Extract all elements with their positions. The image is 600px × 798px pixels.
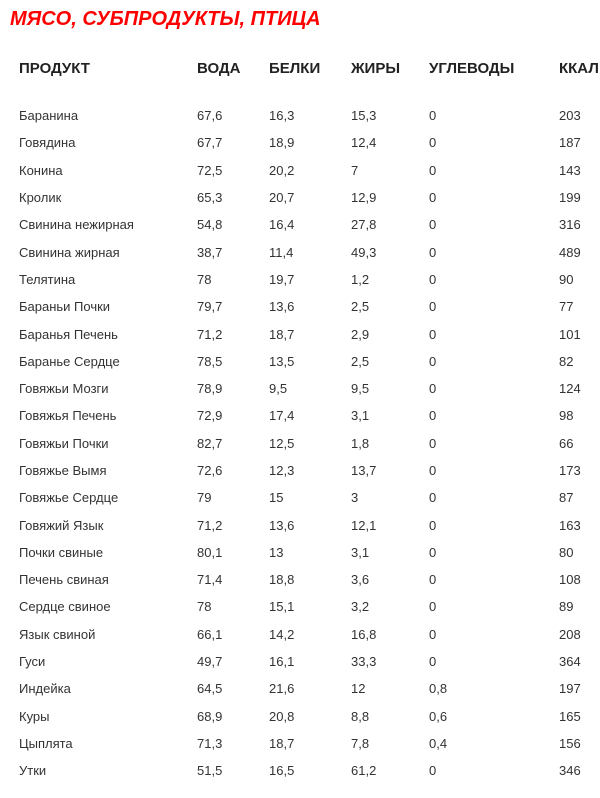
cell-carbs: 0,8 [429, 681, 448, 697]
table-row [0, 621, 600, 648]
cell-water: 80,1 [197, 544, 223, 560]
cell-protein: 16,5 [269, 763, 295, 779]
cell-carbs: 0 [429, 490, 437, 506]
cell-kcal: 203 [559, 108, 581, 124]
table-row [0, 348, 600, 375]
cell-carbs: 0,4 [429, 735, 448, 751]
cell-fat: 3,2 [351, 599, 370, 615]
cell-product: Конина [19, 162, 63, 178]
cell-carbs: 0 [429, 271, 437, 287]
cell-water: 72,9 [197, 408, 223, 424]
cell-fat: 61,2 [351, 763, 377, 779]
column-header-protein: БЕЛКИ [269, 59, 321, 77]
table-row [0, 129, 600, 156]
cell-water: 71,4 [197, 572, 223, 588]
cell-fat: 2,5 [351, 299, 370, 315]
cell-fat: 3 [351, 490, 359, 506]
column-header-product: ПРОДУКТ [19, 59, 90, 77]
cell-carbs: 0 [429, 190, 437, 206]
cell-water: 71,3 [197, 735, 223, 751]
table-row [0, 184, 600, 211]
cell-carbs: 0 [429, 326, 437, 342]
cell-fat: 3,6 [351, 572, 370, 588]
table-row [0, 157, 600, 184]
table-row [0, 430, 600, 457]
cell-water: 71,2 [197, 326, 223, 342]
cell-protein: 16,3 [269, 108, 295, 124]
cell-fat: 3,1 [351, 408, 370, 424]
cell-product: Говядина [19, 135, 76, 151]
cell-kcal: 98 [559, 408, 574, 424]
cell-fat: 7 [351, 162, 359, 178]
cell-water: 72,5 [197, 162, 223, 178]
cell-carbs: 0 [429, 626, 437, 642]
cell-protein: 20,2 [269, 162, 295, 178]
cell-carbs: 0 [429, 135, 437, 151]
cell-protein: 14,2 [269, 626, 295, 642]
cell-protein: 13,6 [269, 299, 295, 315]
cell-protein: 18,9 [269, 135, 295, 151]
column-header-water: ВОДА [197, 59, 241, 77]
table-row [0, 457, 600, 484]
cell-product: Говяжий Язык [19, 517, 104, 533]
cell-protein: 11,4 [269, 244, 294, 260]
cell-water: 79 [197, 490, 212, 506]
cell-water: 38,7 [197, 244, 223, 260]
cell-carbs: 0 [429, 763, 437, 779]
cell-fat: 12,1 [351, 517, 377, 533]
cell-protein: 12,5 [269, 435, 295, 451]
cell-product: Цыплята [19, 735, 73, 751]
cell-kcal: 87 [559, 490, 574, 506]
cell-product: Говяжье Сердце [19, 490, 119, 506]
cell-carbs: 0 [429, 517, 437, 533]
cell-water: 54,8 [197, 217, 223, 233]
cell-kcal: 66 [559, 435, 574, 451]
table-row [0, 320, 600, 347]
cell-fat: 3,1 [351, 544, 370, 560]
column-header-carbs: УГЛЕВОДЫ [429, 59, 515, 77]
cell-protein: 19,7 [269, 271, 295, 287]
cell-water: 71,2 [197, 517, 223, 533]
cell-carbs: 0 [429, 381, 437, 397]
cell-carbs: 0 [429, 108, 437, 124]
cell-protein: 15,1 [269, 599, 295, 615]
table-row [0, 539, 600, 566]
cell-product: Почки свиные [19, 544, 104, 560]
cell-kcal: 208 [559, 626, 581, 642]
cell-fat: 2,9 [351, 326, 370, 342]
cell-product: Баранина [19, 108, 79, 124]
cell-kcal: 82 [559, 353, 574, 369]
cell-fat: 1,8 [351, 435, 370, 451]
table-row [0, 238, 600, 265]
cell-carbs: 0 [429, 408, 437, 424]
cell-kcal: 489 [559, 244, 581, 260]
cell-protein: 21,6 [269, 681, 295, 697]
cell-water: 66,1 [197, 626, 223, 642]
cell-water: 79,7 [197, 299, 223, 315]
cell-water: 64,5 [197, 681, 223, 697]
cell-protein: 16,1 [269, 654, 295, 670]
cell-protein: 20,7 [269, 190, 295, 206]
cell-kcal: 197 [559, 681, 581, 697]
cell-fat: 12,4 [351, 135, 377, 151]
cell-water: 51,5 [197, 763, 223, 779]
table-row [0, 511, 600, 538]
table-row [0, 648, 600, 675]
cell-kcal: 77 [559, 299, 574, 315]
table-row [0, 593, 600, 620]
column-header-kcal: ККАЛ [559, 59, 599, 77]
cell-product: Кролик [19, 190, 62, 206]
table-row [0, 484, 600, 511]
cell-protein: 13 [269, 544, 284, 560]
cell-water: 78,5 [197, 353, 223, 369]
cell-product: Свинина жирная [19, 244, 120, 260]
cell-product: Утки [19, 763, 47, 779]
cell-carbs: 0 [429, 544, 437, 560]
cell-carbs: 0 [429, 299, 437, 315]
cell-kcal: 165 [559, 708, 581, 724]
table-row [0, 757, 600, 784]
cell-carbs: 0 [429, 654, 437, 670]
cell-product: Баранья Печень [19, 326, 118, 342]
cell-kcal: 101 [559, 326, 581, 342]
cell-kcal: 90 [559, 271, 574, 287]
table-row [0, 566, 600, 593]
cell-product: Индейка [19, 681, 71, 697]
cell-protein: 18,7 [269, 735, 295, 751]
cell-water: 67,7 [197, 135, 223, 151]
nutrition-table [0, 52, 600, 784]
table-row [0, 402, 600, 429]
cell-carbs: 0 [429, 162, 437, 178]
cell-product: Баранье Сердце [19, 353, 120, 369]
cell-kcal: 199 [559, 190, 581, 206]
cell-water: 65,3 [197, 190, 223, 206]
cell-kcal: 346 [559, 763, 581, 779]
table-row [0, 675, 600, 702]
cell-carbs: 0 [429, 599, 437, 615]
cell-product: Гуси [19, 654, 46, 670]
cell-water: 78,9 [197, 381, 223, 397]
table-header-row [0, 52, 600, 84]
cell-protein: 15 [269, 490, 284, 506]
header-spacer [0, 84, 600, 102]
cell-fat: 49,3 [351, 244, 377, 260]
cell-kcal: 80 [559, 544, 574, 560]
cell-carbs: 0,6 [429, 708, 448, 724]
cell-fat: 12 [351, 681, 366, 697]
cell-fat: 16,8 [351, 626, 377, 642]
cell-product: Язык свиной [19, 626, 96, 642]
cell-product: Телятина [19, 271, 76, 287]
table-row [0, 211, 600, 238]
cell-product: Говяжья Печень [19, 408, 117, 424]
cell-carbs: 0 [429, 217, 437, 233]
cell-water: 78 [197, 271, 212, 287]
cell-water: 68,9 [197, 708, 223, 724]
cell-kcal: 187 [559, 135, 581, 151]
cell-carbs: 0 [429, 244, 437, 260]
cell-protein: 13,6 [269, 517, 295, 533]
cell-kcal: 316 [559, 217, 581, 233]
cell-protein: 16,4 [269, 217, 295, 233]
cell-product: Бараньи Почки [19, 299, 111, 315]
page-title: МЯСО, СУБПРОДУКТЫ, ПТИЦА [10, 8, 321, 30]
table-row [0, 730, 600, 757]
cell-protein: 17,4 [269, 408, 295, 424]
cell-product: Говяжьи Мозги [19, 381, 109, 397]
cell-kcal: 163 [559, 517, 581, 533]
cell-protein: 9,5 [269, 381, 288, 397]
cell-product: Говяжьи Почки [19, 435, 109, 451]
cell-kcal: 156 [559, 735, 581, 751]
cell-fat: 13,7 [351, 463, 377, 478]
table-body [0, 84, 600, 784]
cell-kcal: 124 [559, 381, 581, 397]
cell-product: Куры [19, 708, 50, 724]
cell-water: 82,7 [197, 435, 223, 451]
cell-carbs: 0 [429, 463, 437, 478]
cell-product: Сердце свиное [19, 599, 111, 615]
table-row [0, 703, 600, 730]
cell-fat: 8,8 [351, 708, 370, 724]
cell-water: 78 [197, 599, 212, 615]
cell-product: Печень свиная [19, 572, 109, 588]
cell-water: 72,6 [197, 463, 223, 478]
cell-carbs: 0 [429, 572, 437, 588]
column-header-fat: ЖИРЫ [351, 59, 401, 77]
cell-protein: 12,3 [269, 463, 295, 478]
cell-fat: 7,8 [351, 735, 370, 751]
cell-protein: 18,7 [269, 326, 295, 342]
cell-product: Свинина нежирная [19, 217, 134, 233]
cell-kcal: 108 [559, 572, 581, 588]
cell-water: 49,7 [197, 654, 223, 670]
table-row [0, 293, 600, 320]
cell-fat: 27,8 [351, 217, 377, 233]
cell-kcal: 173 [559, 463, 581, 478]
cell-product: Говяжье Вымя [19, 463, 107, 478]
cell-protein: 18,8 [269, 572, 295, 588]
cell-fat: 33,3 [351, 654, 377, 670]
cell-fat: 9,5 [351, 381, 370, 397]
cell-fat: 2,5 [351, 353, 370, 369]
cell-kcal: 143 [559, 162, 581, 178]
cell-protein: 13,5 [269, 353, 295, 369]
table-row [0, 375, 600, 402]
cell-fat: 12,9 [351, 190, 377, 206]
cell-carbs: 0 [429, 435, 437, 451]
cell-carbs: 0 [429, 353, 437, 369]
table-row [0, 102, 600, 129]
cell-fat: 15,3 [351, 108, 377, 124]
cell-fat: 1,2 [351, 271, 370, 287]
cell-kcal: 364 [559, 654, 581, 670]
cell-protein: 20,8 [269, 708, 295, 724]
table-row [0, 266, 600, 293]
cell-kcal: 89 [559, 599, 574, 615]
cell-water: 67,6 [197, 108, 223, 124]
